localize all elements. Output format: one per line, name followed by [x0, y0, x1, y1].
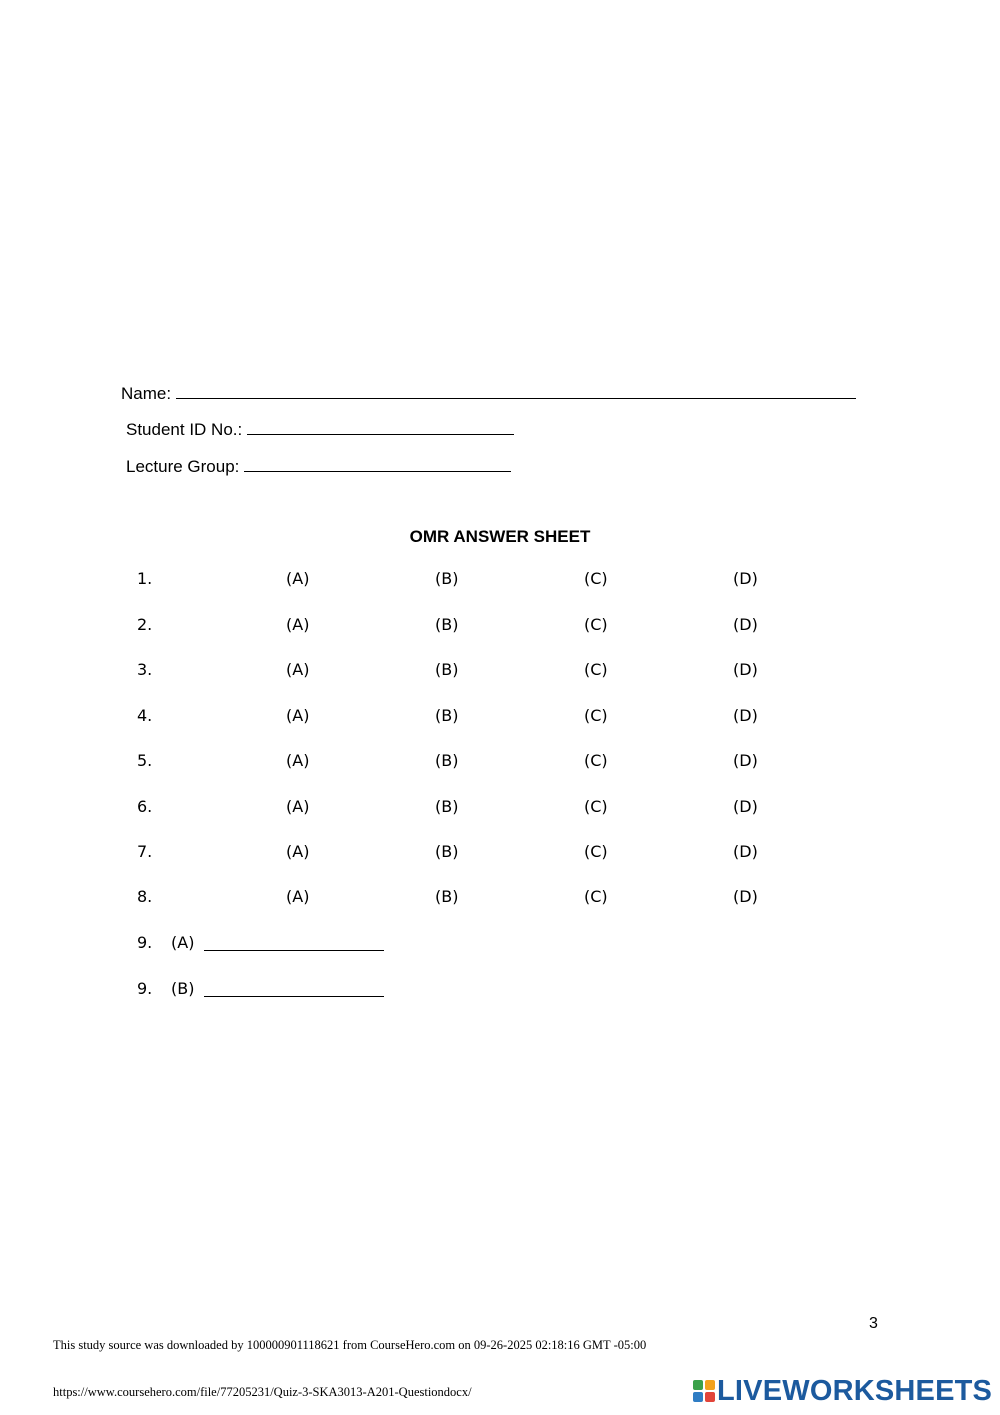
- question-row: [0, 567, 1000, 591]
- question-row: [0, 658, 1000, 682]
- question-number: 2.: [137, 615, 153, 634]
- question-row: [0, 613, 1000, 637]
- option-c[interactable]: (C): [584, 887, 608, 906]
- short-answer-blank-line[interactable]: [204, 977, 384, 997]
- liveworksheets-logo: [693, 1376, 992, 1406]
- name-field: [121, 380, 856, 405]
- option-c[interactable]: (C): [584, 615, 608, 634]
- student-id-field: [126, 416, 514, 441]
- question-number: 3.: [137, 660, 153, 679]
- lecture-group-field: [126, 453, 511, 478]
- name-blank-line[interactable]: [176, 380, 856, 399]
- question-number: 6.: [137, 797, 153, 816]
- option-d[interactable]: (D): [733, 569, 758, 588]
- option-a[interactable]: (A): [286, 615, 310, 634]
- question-number: 1.: [137, 569, 153, 588]
- short-answer-part: (B): [171, 979, 195, 998]
- option-d[interactable]: (D): [733, 706, 758, 725]
- lecture-group-label: Lecture Group:: [126, 457, 240, 476]
- question-row: [0, 704, 1000, 728]
- brand-name: LIVEWORKSHEETS: [717, 1375, 993, 1407]
- option-b[interactable]: (B): [435, 660, 459, 679]
- question-number: 8.: [137, 887, 153, 906]
- short-answer-number: 9.: [137, 933, 153, 952]
- option-c[interactable]: (C): [584, 660, 608, 679]
- question-number: 7.: [137, 842, 153, 861]
- download-source-notice: This study source was downloaded by 100000901118621 from CourseHero.com on 09-26-2025 02:18:16 GMT -05:00: [53, 1338, 647, 1352]
- option-c[interactable]: (C): [584, 706, 608, 725]
- option-a[interactable]: (A): [286, 569, 310, 588]
- short-answer-row: [0, 931, 1000, 957]
- option-a[interactable]: (A): [286, 706, 310, 725]
- option-a[interactable]: (A): [286, 751, 310, 770]
- source-url: https://www.coursehero.com/file/77205231/Quiz-3-SKA3013-A201-Questiondocx/: [53, 1385, 472, 1399]
- page-number: 3: [869, 1315, 878, 1332]
- short-answer-part: (A): [171, 933, 195, 952]
- short-answer-blank-line[interactable]: [204, 931, 384, 951]
- student-id-label: Student ID No.:: [126, 420, 243, 439]
- student-id-blank-line[interactable]: [247, 416, 514, 435]
- option-b[interactable]: (B): [435, 569, 459, 588]
- option-d[interactable]: (D): [733, 887, 758, 906]
- name-label: Name:: [121, 384, 172, 403]
- option-b[interactable]: (B): [435, 615, 459, 634]
- option-b[interactable]: (B): [435, 797, 459, 816]
- brand-tiles-icon: [693, 1380, 715, 1402]
- brand-tile: [693, 1380, 703, 1390]
- option-d[interactable]: (D): [733, 660, 758, 679]
- question-row: [0, 749, 1000, 773]
- short-answer-number: 9.: [137, 979, 153, 998]
- brand-tile: [705, 1392, 715, 1402]
- sheet-title: OMR ANSWER SHEET: [409, 527, 591, 546]
- option-d[interactable]: (D): [733, 751, 758, 770]
- brand-tile: [693, 1392, 703, 1402]
- brand-tile: [705, 1380, 715, 1390]
- question-number: 4.: [137, 706, 153, 725]
- option-a[interactable]: (A): [286, 797, 310, 816]
- question-row: [0, 840, 1000, 864]
- option-a[interactable]: (A): [286, 842, 310, 861]
- option-c[interactable]: (C): [584, 842, 608, 861]
- option-b[interactable]: (B): [435, 706, 459, 725]
- question-row: [0, 885, 1000, 909]
- option-c[interactable]: (C): [584, 569, 608, 588]
- lecture-group-blank-line[interactable]: [244, 453, 511, 472]
- option-b[interactable]: (B): [435, 751, 459, 770]
- option-a[interactable]: (A): [286, 887, 310, 906]
- option-d[interactable]: (D): [733, 842, 758, 861]
- option-c[interactable]: (C): [584, 751, 608, 770]
- question-row: [0, 795, 1000, 819]
- question-number: 5.: [137, 751, 153, 770]
- short-answer-row: [0, 977, 1000, 1003]
- option-c[interactable]: (C): [584, 797, 608, 816]
- option-b[interactable]: (B): [435, 842, 459, 861]
- option-a[interactable]: (A): [286, 660, 310, 679]
- option-b[interactable]: (B): [435, 887, 459, 906]
- option-d[interactable]: (D): [733, 615, 758, 634]
- option-d[interactable]: (D): [733, 797, 758, 816]
